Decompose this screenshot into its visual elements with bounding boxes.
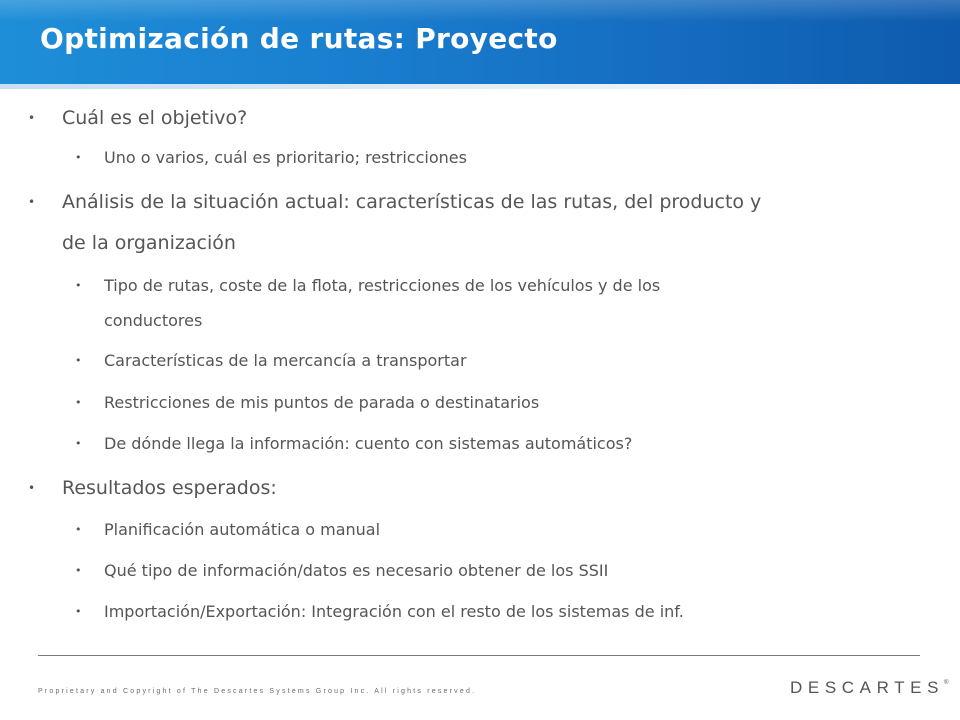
bullet-text: Importación/Exportación: Integración con el resto de los sistemas de inf. bbox=[104, 602, 684, 621]
bullet-text: Resultados esperados: bbox=[62, 477, 277, 499]
bullet-text: Cuál es el objetivo? bbox=[62, 107, 248, 129]
registered-mark: ® bbox=[944, 680, 949, 686]
bullet-marker: • bbox=[75, 437, 82, 450]
bullet-text: Tipo de rutas, coste de la flota, restricciones de los vehículos y de los bbox=[104, 276, 661, 295]
bullet-marker: • bbox=[75, 564, 82, 577]
title-bar-underline bbox=[0, 84, 960, 89]
bullet-text: de la organización bbox=[62, 232, 236, 254]
bullet-text: De dónde llega la información: cuento con sistemas automáticos? bbox=[104, 434, 633, 453]
company-logo bbox=[790, 678, 948, 698]
bullet-item bbox=[28, 186, 762, 218]
sub-bullet-item bbox=[75, 268, 661, 304]
bullet-marker: • bbox=[28, 111, 36, 125]
bullet-text: Características de la mercancía a transportar bbox=[104, 351, 467, 370]
title-bar-highlight bbox=[0, 0, 960, 22]
slide-title: Optimización de rutas: Proyecto bbox=[40, 22, 558, 55]
sub-bullet-continuation bbox=[104, 303, 202, 339]
bullet-marker: • bbox=[75, 151, 82, 164]
sub-bullet-item bbox=[75, 426, 633, 462]
bullet-marker: • bbox=[28, 481, 36, 495]
bullet-marker: • bbox=[75, 523, 82, 536]
title-bar bbox=[0, 0, 960, 84]
sub-bullet-item bbox=[75, 140, 467, 176]
bullet-text: Qué tipo de información/datos es necesario obtener de los SSII bbox=[104, 561, 609, 580]
bullet-text: conductores bbox=[104, 311, 203, 330]
bullet-item bbox=[28, 102, 248, 134]
bullet-text: Restricciones de mis puntos de parada o destinatarios bbox=[104, 393, 540, 412]
sub-bullet-item bbox=[75, 594, 684, 630]
bullet-marker: • bbox=[28, 195, 36, 209]
bullet-text: Análisis de la situación actual: características de las rutas, del producto y bbox=[62, 191, 762, 213]
sub-bullet-item bbox=[75, 343, 467, 379]
bullet-marker: • bbox=[75, 279, 82, 292]
copyright-notice: Proprietary and Copyright of The Descartes Systems Group Inc. All rights reserved. bbox=[38, 688, 477, 695]
bullet-continuation bbox=[62, 227, 236, 259]
footer-divider bbox=[38, 655, 920, 656]
logo-wordmark: DESCARTES bbox=[790, 678, 945, 697]
bullet-marker: • bbox=[75, 396, 82, 409]
bullet-text: Uno o varios, cuál es prioritario; restricciones bbox=[104, 148, 467, 167]
bullet-text: Planificación automática o manual bbox=[104, 520, 381, 539]
sub-bullet-item bbox=[75, 385, 540, 421]
bullet-marker: • bbox=[75, 605, 82, 618]
sub-bullet-item bbox=[75, 553, 609, 589]
bullet-item bbox=[28, 472, 277, 504]
sub-bullet-item bbox=[75, 512, 381, 548]
bullet-marker: • bbox=[75, 354, 82, 367]
